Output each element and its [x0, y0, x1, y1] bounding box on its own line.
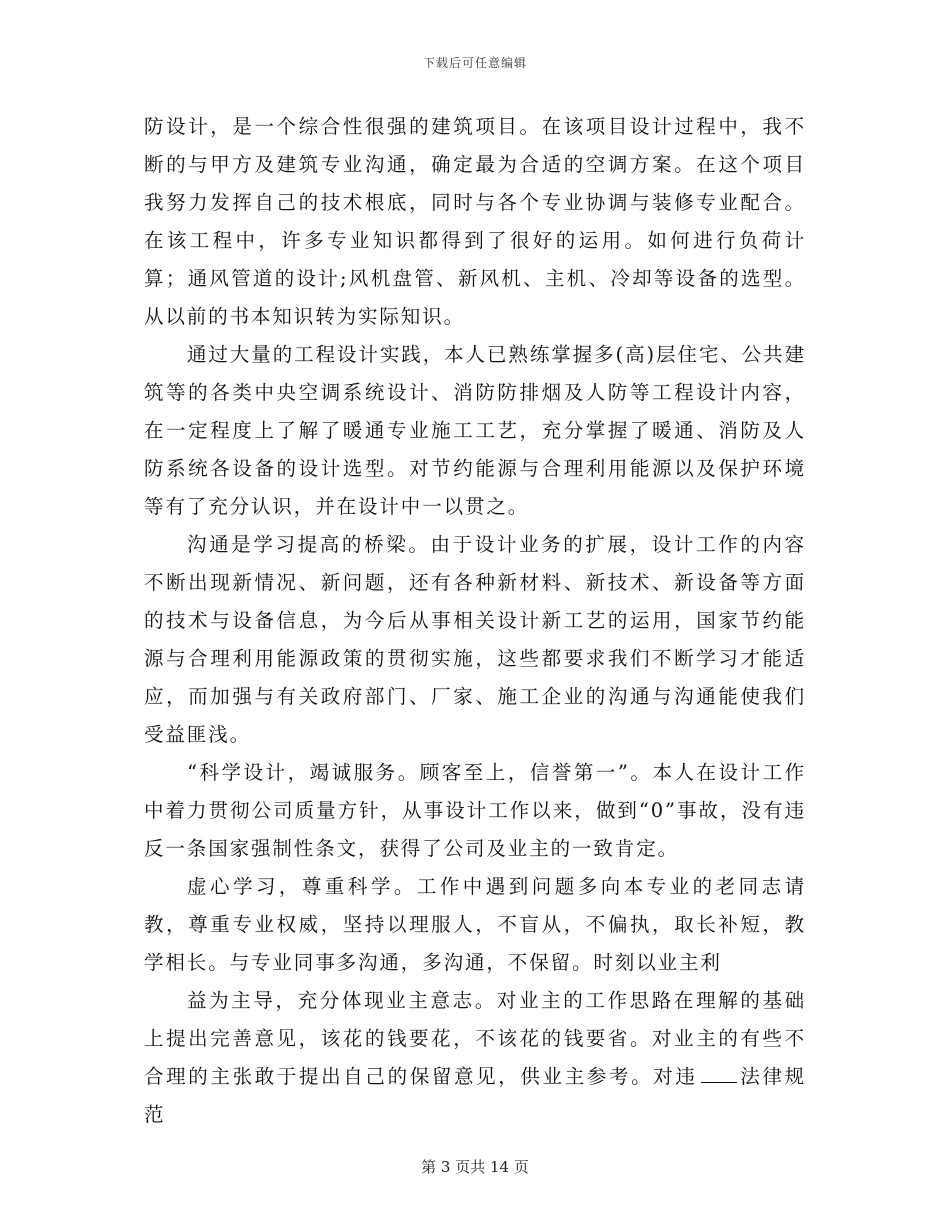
paragraph-humble-learning: 虚心学习，尊重科学。工作中遇到问题多向本专业的老同志请教，尊重专业权威，坚持以理服人，不盲从，不偏执，取长补短，教学相长。与专业同事多沟通，多沟通，不保留。时刻以业主利: [144, 875, 806, 974]
paragraph-design-practice: 通过大量的工程设计实践，本人已熟练掌握多(高)层住宅、公共建筑等的各类中央空调系统设计、消防防排烟及人防等工程设计内容，在一定程度上了解了暖通专业施工工艺，充分掌握了暖通、消防及人防系统各设备的设计选型。对节约能源与合理利用能源以及保护环境等有了充分认识，并在设计中一以贯之。: [144, 343, 806, 518]
paragraph-continued: 防设计，是一个综合性很强的建筑项目。在该项目设计过程中，我不断的与甲方及建筑专业沟通，确定最为合适的空调方案。在这个项目我努力发挥自己的技术根底，同时与各个专业协调与装修专业配合。在该工程中，许多专业知识都得到了很好的运用。如何进行负荷计算；通风管道的设计;风机盘管、新风机、主机、冷却等设备的选型。从以前的书本知识转为实际知识。: [144, 115, 806, 328]
paragraph-owner-interest: [144, 982, 806, 1134]
paragraph-communication: 沟通是学习提高的桥梁。由于设计业务的扩展，设计工作的内容不断出现新情况、新问题，还有各种新材料、新技术、新设备等方面的技术与设备信息，为今后从事相关设计新工艺的运用，国家节约能源与合理利用能源政策的贯彻实施，这些都要求我们不断学习才能适应，而加强与有关政府部门、厂家、施工企业的沟通与沟通能使我们受益匪浅。: [144, 533, 806, 746]
paragraph-quality-policy: “科学设计，竭诚服务。顾客至上，信誉第一”。本人在设计工作中着力贯彻公司质量方针，从事设计工作以来，做到“0”事故，没有违反一条国家强制性条文，获得了公司及业主的一致肯定。: [144, 761, 806, 860]
page-footer: 第 3 页共 14 页: [421, 1158, 529, 1176]
page-header: 下载后可任意编辑: [422, 56, 527, 70]
paragraph-text-after-blank: 法律规范: [144, 1065, 806, 1126]
fill-in-blank: [701, 1064, 737, 1083]
paragraph-text-before-blank: 益为主导，充分体现业主意志。对业主的工作思路在理解的基础上提出完善意见，该花的钱要花，不该花的钱要省。对业主的有些不合理的主张敢于提出自己的保留意见，供业主参考。对违: [144, 989, 806, 1088]
document-body: [144, 108, 806, 1134]
